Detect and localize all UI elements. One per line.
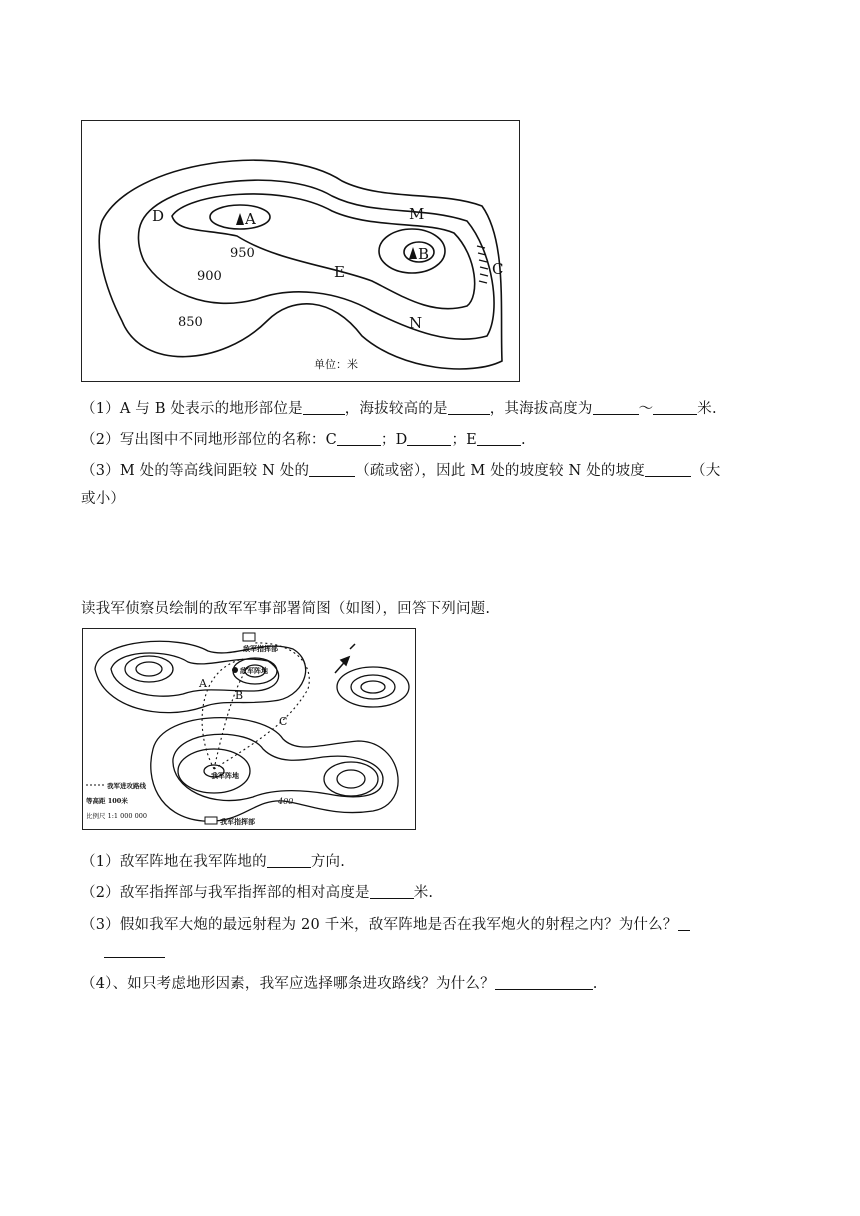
- q2-line4: [81, 972, 598, 993]
- contour-top-left-inner: [125, 656, 173, 682]
- q2-line4-text-a: （4）、如只考虑地形因素，我军应选择哪条进攻路线？为什么？: [81, 976, 495, 992]
- contour-label-900: 900: [197, 269, 222, 284]
- q1-line3-cont: [81, 487, 125, 508]
- contour-top-left-core: [136, 662, 162, 676]
- route-label-c: C: [279, 715, 288, 728]
- contour-950: [172, 194, 475, 309]
- military-map: [82, 628, 416, 830]
- legend-scale-label: 比例尺 1:1 000 000: [86, 812, 147, 820]
- q1-line2-text-c: ；E: [451, 432, 477, 448]
- q1-line3-text-c: （大: [691, 463, 721, 479]
- contour-bottom-right-inner: [324, 762, 378, 796]
- q2-line4-text-b: .: [592, 976, 598, 992]
- label-m: M: [409, 205, 425, 223]
- blank[interactable]: [309, 462, 355, 477]
- q2-intro-text: 读我军侦察员绘制的敌军军事部署简图（如图），回答下列问题.: [81, 601, 491, 617]
- label-c: C: [492, 260, 504, 278]
- q1-line1-text-a: （1）A 与 B 处表示的地形部位是: [81, 401, 303, 417]
- unit-label: 单位：米: [314, 358, 358, 371]
- q1-line2-text-d: .: [520, 432, 526, 448]
- route-label-a: A: [199, 677, 207, 690]
- q2-line3: [81, 913, 690, 934]
- contour-label-400: 400: [278, 797, 294, 806]
- q1-line2-text-a: （2）写出图中不同地形部位的名称：C: [81, 432, 337, 448]
- q1-line1-text-d: 米.: [697, 401, 717, 417]
- q1-line1-text-b: ，海拔较高的是: [344, 401, 448, 417]
- blank[interactable]: [477, 431, 521, 446]
- contour-label-850: 850: [178, 315, 203, 330]
- q2-line3-answer-blank[interactable]: [104, 957, 165, 958]
- q1-line2: [81, 428, 526, 449]
- label-n: N: [409, 314, 423, 332]
- cliff-hatching: [477, 246, 488, 283]
- legend-route-label: 我军进攻路线: [107, 782, 146, 790]
- blank[interactable]: [337, 431, 381, 446]
- blank[interactable]: [303, 400, 345, 415]
- q1-line1: [81, 397, 717, 418]
- label-b: B: [418, 245, 430, 263]
- legend-interval-label: 等高距 100米: [86, 797, 128, 805]
- blank[interactable]: [495, 975, 593, 990]
- peak-b-triangle: [409, 247, 417, 259]
- contour-label-950: 950: [230, 246, 255, 261]
- q1-line1-text-c: ，其海拔高度为: [489, 401, 593, 417]
- blank[interactable]: [593, 400, 639, 415]
- label-e: E: [334, 263, 345, 281]
- q1-line3: [81, 459, 720, 480]
- q2-line2-text-b: 米.: [413, 885, 434, 901]
- route-label-b: B: [235, 689, 244, 702]
- enemy-hq-flag-icon: [243, 633, 255, 641]
- our-hq-label: 我军指挥部: [220, 817, 255, 826]
- enemy-position-label: 敌军阵地: [240, 666, 268, 675]
- peak-a-triangle: [236, 213, 244, 225]
- q2-line1-text-b: 方向.: [310, 854, 346, 870]
- blank[interactable]: [370, 884, 414, 899]
- q2-line2-text-a: （2）敌军指挥部与我军指挥部的相对高度是: [81, 885, 370, 901]
- q2-line1: [81, 850, 345, 871]
- blank[interactable]: [678, 916, 690, 931]
- q2-line2: [81, 881, 433, 902]
- label-d: D: [152, 207, 165, 225]
- q1-line2-text-b: ；D: [380, 432, 408, 448]
- contour-right-hill-1: [337, 667, 409, 707]
- north-arrow-icon: [335, 644, 355, 673]
- contour-right-hill-3: [361, 681, 385, 693]
- q2-intro: [81, 597, 490, 618]
- q1-line1-tilde: ～: [638, 401, 654, 417]
- blank[interactable]: [448, 400, 490, 415]
- blank[interactable]: [653, 400, 697, 415]
- q1-line3-text-a: （3）M 处的等高线间距较 N 处的: [81, 463, 310, 479]
- blank[interactable]: [645, 462, 691, 477]
- our-position-label: 我军阵地: [211, 771, 239, 780]
- contour-right-hill-2: [351, 675, 395, 699]
- enemy-position-marker: [232, 667, 238, 673]
- enemy-hq-label: 敌军指挥部: [243, 644, 278, 653]
- contour-map-1-drawing: [82, 121, 518, 380]
- q2-line3-text-a: （3）假如我军大炮的最远射程为 20 千米，敌军阵地是否在我军炮火的射程之内？为什么？: [81, 917, 678, 933]
- route-a: [202, 659, 243, 769]
- q1-line3-text-b: （疏或密），因此 M 处的坡度较 N 处的坡度: [355, 463, 646, 479]
- legend: [86, 781, 147, 820]
- q2-line1-text-a: （1）敌军阵地在我军阵地的: [81, 854, 267, 870]
- blank[interactable]: [267, 853, 311, 868]
- blank[interactable]: [407, 431, 451, 446]
- our-hq-flag-icon: [205, 817, 217, 824]
- military-map-drawing: [83, 629, 414, 828]
- label-a: A: [245, 210, 256, 228]
- contour-map-1: [81, 120, 520, 382]
- q1-line3b-text: 或小）: [81, 491, 126, 507]
- contour-bottom-right-core: [337, 770, 365, 788]
- contour-bottom-1: [151, 718, 398, 822]
